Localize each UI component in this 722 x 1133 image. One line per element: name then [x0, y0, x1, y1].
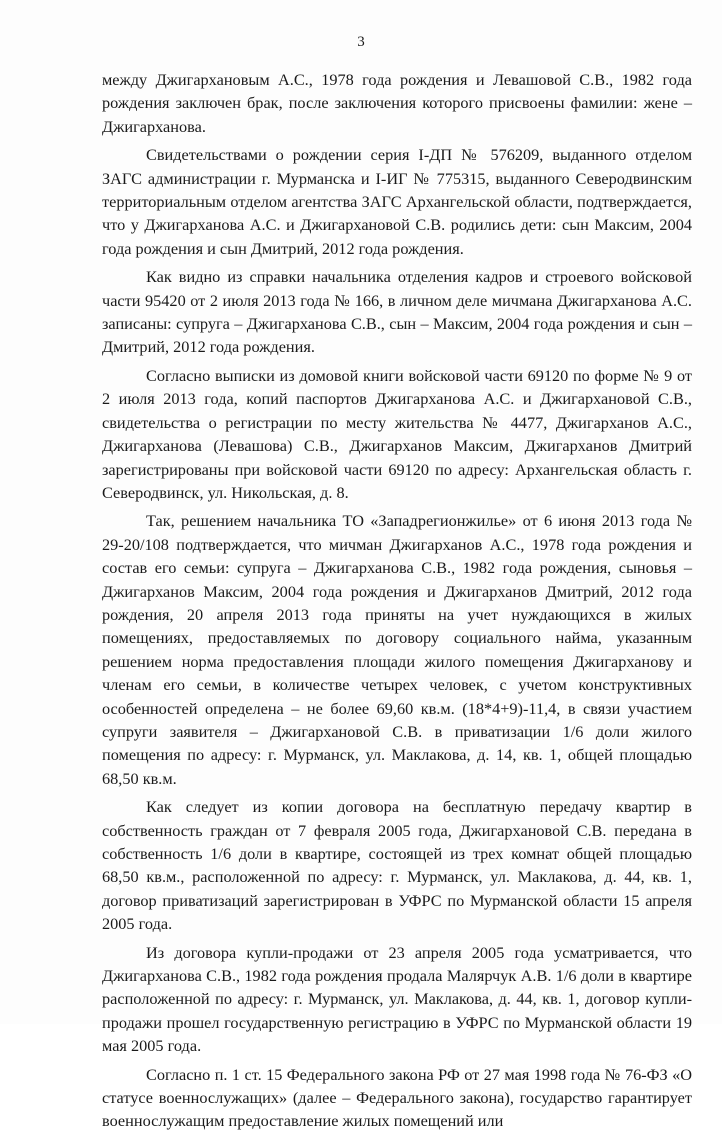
paragraph-birth-certificates: Свидетельствами о рождении серия I-ДП № 576209, выданного отделом ЗАГС администрации г. Мурманска и I-ИГ № 775315, выданного Северодвинским территориальным отделом агентства ЗАГС Архангельской области, подтверждается, что у Джигарханова А.С. и Джигархановой С.В. родились дети: сын Максим, 2004 года рождения и сын Дмитрий, 2012 года рождения.	[102, 145, 692, 258]
paragraph-personnel-certificate: Как видно из справки начальника отделения кадров и строевого войсковой части 95420 от 2 июля 2013 года № 166, в личном деле мичмана Джигарханова А.С. записаны: супруга – Джигарханова С.В., сын – Максим, 2004 года рождения и сын – Дмитрий, 2012 года рождения.	[102, 267, 692, 357]
paragraph-housing-decision: Так, решением начальника ТО «Западрегионжилье» от 6 июня 2013 года № 29-20/108 подтверждается, что мичман Джигарханов А.С., 1978 года рождения и состав его семьи: супруга – Джигарханова С.В., 1982 года рождения, сыновья – Джигарханов Максим, 2004 года рождения и Джигарханов Дмитрий, 2012 года рождения, 20 апреля 2013 года приняты на учет нуждающихся в жилых помещениях, предоставляемых по договору социального найма, указанным решением норма предоставления площади жилого помещения Джигарханову и членам его семьи, в количестве четырех человек, с учетом конструктивных особенностей определена – не более 69,60 кв.м. (18*4+9)-11,4, в связи участием супруги заявителя – Джигархановой С.В. в приватизации 1/6 доли жилого помещения по адресу: г. Мурманск, ул. Маклакова, д. 14, кв. 1, общей площадью 68,50 кв.м.	[102, 511, 692, 788]
paragraph-sale-contract: Из договора купли-продажи от 23 апреля 2005 года усматривается, что Джигарханова С.В., 1982 года рождения продала Малярчук А.В. 1/6 доли в квартире расположенной по адресу: г. Мурманск, ул. Маклакова, д. 44, кв. 1, договор купли-продажи прошел государственную регистрацию в УФРС по Мурманской области 19 мая 2005 года.	[102, 942, 692, 1056]
paragraph-marriage: между Джигархановым А.С., 1978 года рождения и Левашовой С.В., 1982 года рождения заключен брак, после заключения которого присвоены фамилии: жене – Джигарханова.	[102, 70, 692, 136]
document-body	[102, 68, 692, 1133]
paragraph-house-book-extract: Согласно выписки из домовой книги войсковой части 69120 по форме № 9 от 2 июля 2013 года, копий паспортов Джигарханова А.С. и Джигархановой С.В., свидетельства о регистрации по месту жительства № 4477, Джигарханов А.С., Джигарханова (Левашова) С.В., Джигарханов Максим, Джигарханов Дмитрий зарегистрированы при войсковой части 69120 по адресу: Архангельская область г. Северодвинск, ул. Никольская, д. 8.	[102, 365, 692, 502]
paragraph-privatization-contract: Как следует из копии договора на бесплатную передачу квартир в собственность граждан от 7 февраля 2005 года, Джигархановой С.В. передана в собственность 1/6 доли в квартире, состоящей из трех комнат общей площадью 68,50 кв.м., расположенной по адресу: г. Мурманск, ул. Маклакова, д. 44, кв. 1, договор приватизаций зарегистрирован в УФРС по Мурманской области 15 апреля 2005 года.	[102, 797, 692, 934]
paragraph-federal-law: Согласно п. 1 ст. 15 Федерального закона РФ от 27 мая 1998 года № 76-ФЗ «О статусе военнослужащих» (далее – Федерального закона), государство гарантирует военнослужащим предоставление жилых помещений или	[102, 1064, 692, 1131]
page-number: 3	[357, 34, 365, 50]
